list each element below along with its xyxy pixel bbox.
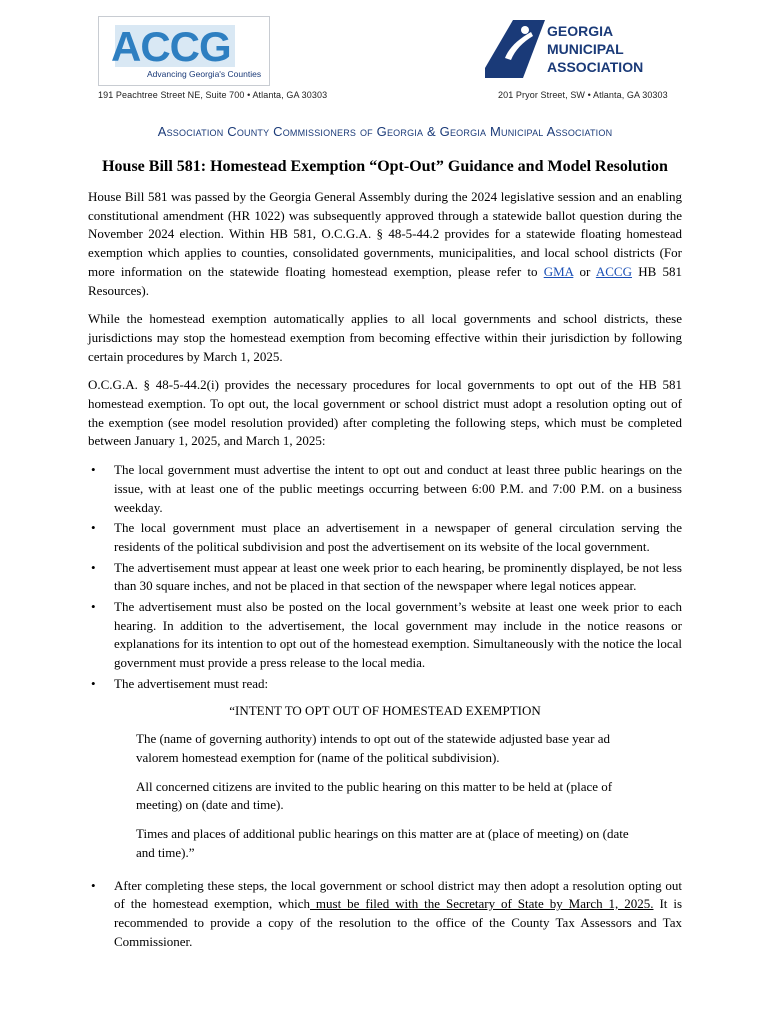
notice-paragraph-3: Times and places of additional public hearings on this matter are at (place of meeting) on (date and time).”	[136, 826, 629, 860]
bullet-glyph: •	[91, 462, 96, 478]
accg-logo-text: ACCG	[111, 23, 231, 70]
list-item-text: The local government must advertise the intent to opt out and conduct at least three public hearings on the issue, with at least one of the public meetings occurring between 6:00 P.M. and 7:00 P.M. on a business weekday.	[114, 462, 682, 515]
procedures-paragraph: O.C.G.A. § 48-5-44.2(i) provides the necessary procedures for local governments to opt out of the HB 581 homestead exemption. To opt out, the local government or school district must adopt a resolution opting out of the exemption (see model resolution provided) after completing the following steps, which must be completed between January 1, 2025, and March 1, 2025:	[88, 377, 682, 449]
filing-deadline-text: must be filed with the Secretary of State by March 1, 2025.	[309, 896, 654, 912]
list-item	[88, 559, 682, 596]
accg-address: 191 Peachtree Street NE, Suite 700 • Atlanta, GA 30303	[98, 90, 328, 100]
gma-logo-line1: GEORGIA	[547, 23, 614, 39]
notice-block	[88, 730, 682, 862]
notice-heading: “INTENT TO OPT OUT OF HOMESTEAD EXEMPTION	[229, 702, 541, 718]
intro-text: House Bill 581 was passed by the Georgia General Assembly during the 2024 legislative session and an enabling constitutional amendment (HR 1022) was subsequently approved through a statewide ballot question during the November 2024 election. Within HB 581, O.C.G.A. § 48-5-44.2 provides for a statewide floating homestead exemption which applies to counties, consolidated governments, municipalities, and local school districts (For more information on the statewide floating homestead exemption, please refer to	[88, 189, 682, 279]
gma-address: 201 Pryor Street, SW • Atlanta, GA 30303	[498, 90, 668, 100]
final-bullet-text: After completing these steps, the local government or school district may then adopt a resolution opting out of the homestead exemption, which	[114, 877, 682, 912]
list-item	[88, 461, 682, 517]
gma-link[interactable]: GMA	[543, 263, 574, 279]
intro-or: or	[573, 263, 596, 279]
list-item	[88, 675, 682, 694]
notice-paragraph-1: The (name of governing authority) intends to opt out of the statewide adjusted base year ad valorem homestead exemption for (name of the political subdivision).	[136, 731, 610, 765]
accg-link[interactable]: ACCG	[595, 263, 632, 279]
bullet-glyph: •	[91, 675, 96, 691]
intro-text-end: HB 581 Resources).	[88, 263, 682, 298]
gma-logo-line3: ASSOCIATION	[547, 59, 644, 75]
document-body	[88, 188, 682, 953]
document-title: House Bill 581: Homestead Exemption “Opt-Out” Guidance and Model Resolution	[102, 158, 668, 175]
accg-tagline: Advancing Georgia's Counties	[147, 69, 262, 79]
intro-paragraph	[88, 188, 682, 300]
final-bullet-text-end: It is recommended to provide a copy of the resolution to the office of the County Tax Assessors and Tax Commissioner.	[114, 896, 682, 949]
list-item	[88, 598, 682, 673]
gma-logo	[483, 18, 653, 82]
final-steps-list	[88, 877, 682, 952]
bullet-glyph: •	[91, 520, 96, 536]
bullet-glyph: •	[91, 599, 96, 615]
notice-paragraph-2: All concerned citizens are invited to the public hearing on this matter to be held at (place of meeting) on (date and time).	[136, 778, 613, 813]
steps-list	[88, 461, 682, 693]
gma-logo-line2: MUNICIPAL	[547, 41, 624, 57]
list-item-text: The advertisement must appear at least one week prior to each hearing, be prominently displayed, be not less than 30 square inches, and not be placed in that section of the newspaper where legal notices appear.	[114, 559, 682, 594]
applicability-paragraph: While the homestead exemption automatically applies to all local governments and school districts, these jurisdictions may stop the homestead exemption from becoming effective within their jurisdiction by following certain procedures by March 1, 2025.	[88, 311, 682, 364]
list-item-text: The advertisement must read:	[114, 675, 269, 691]
accg-logo	[98, 16, 270, 86]
list-item	[88, 877, 682, 952]
list-item-text: The advertisement must also be posted on the local government’s website at least one week prior to each hearing. In addition to the advertisement, the local government may include in the notice reasons or explanations for its intention to opt out of the homestead exemption. Simultaneously with the notice the local government must provide a press release to the local media.	[114, 599, 682, 671]
list-item	[88, 519, 682, 556]
list-item-text: The local government must place an advertisement in a newspaper of general circulation serving the residents of the political subdivision and post the advertisement on its website of the local government.	[114, 520, 682, 554]
association-line: Association County Commissioners of Georgia & Georgia Municipal Association	[157, 124, 613, 139]
bullet-glyph: •	[91, 559, 96, 575]
bullet-glyph: •	[91, 877, 96, 893]
